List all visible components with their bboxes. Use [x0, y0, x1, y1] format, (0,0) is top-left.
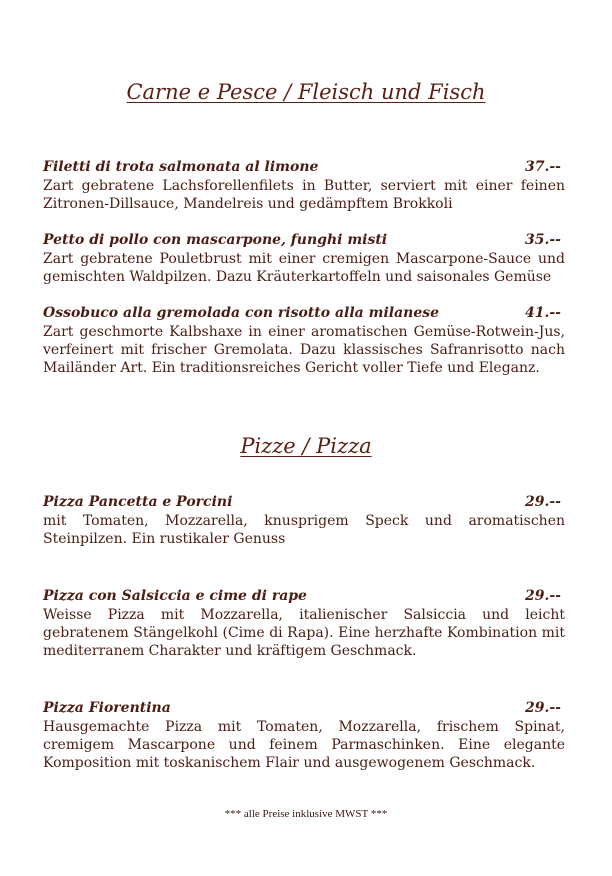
dish-description: Weisse Pizza mit Mozzarella, italienischer Salsiccia und leicht gebratenem Stängelkohl (Cime di Rapa). Eine herzhafte Kombination mit mediterranem Charakter und kräftigem Geschmack. [43, 607, 565, 659]
dish-name: Filetti di trota salmonata al limone [43, 159, 319, 175]
menu-item [43, 494, 565, 548]
dish-description: Zart gebratene Lachsforellenfilets in Butter, serviert mit einer feinen Zitronen-Dillsauce, Mandelreis und gedämpftem Brokkoli [43, 178, 565, 212]
menu-item [43, 305, 565, 377]
menu-item [43, 588, 565, 660]
dish-price: 29.-- [525, 494, 561, 510]
menu-item [43, 159, 565, 213]
dish-description: Zart gebratene Pouletbrust mit einer cremigen Mascarpone-Sauce und gemischten Waldpilzen. Dazu Kräuterkartoffeln und saisonales Gemüse [43, 251, 565, 285]
dish-description: Hausgemachte Pizza mit Tomaten, Mozzarella, frischem Spinat, cremigem Mascarpone und feinem Parmaschinken. Eine elegante Komposition mit toskanischem Flair und ausgewogenem Geschmack. [43, 719, 565, 771]
dish-price: 37.-- [525, 159, 561, 175]
dish-price: 35.-- [525, 232, 561, 248]
dish-price: 29.-- [525, 700, 561, 716]
dish-price: 29.-- [525, 588, 561, 604]
dish-name: Ossobuco alla gremolada con risotto alla milanese [43, 305, 440, 321]
dish-description: mit Tomaten, Mozzarella, knusprigem Speck und aromatischen Steinpilzen. Ein rustikaler Genuss [43, 513, 565, 547]
price-note-footer: *** alle Preise inklusive MWST *** [224, 808, 388, 820]
menu-item [43, 700, 565, 772]
menu-item [43, 232, 565, 286]
dish-name: Petto di pollo con mascarpone, funghi misti [43, 232, 388, 248]
dish-name: Pizza Pancetta e Porcini [43, 494, 233, 510]
section-title-carne-pesce: Carne e Pesce / Fleisch und Fisch [126, 80, 486, 104]
dish-name: Pizza Fiorentina [43, 700, 171, 716]
dish-name: Pizza con Salsiccia e cime di rape [43, 588, 307, 604]
section-title-pizze: Pizze / Pizza [240, 434, 372, 458]
dish-price: 41.-- [525, 305, 561, 321]
dish-description: Zart geschmorte Kalbshaxe in einer aromatischen Gemüse-Rotwein-Jus, verfeinert mit frischer Gremolata. Dazu klassisches Safranrisotto nach Mailänder Art. Ein traditionsreiches Gericht voller Tiefe und Eleganz. [43, 324, 565, 376]
